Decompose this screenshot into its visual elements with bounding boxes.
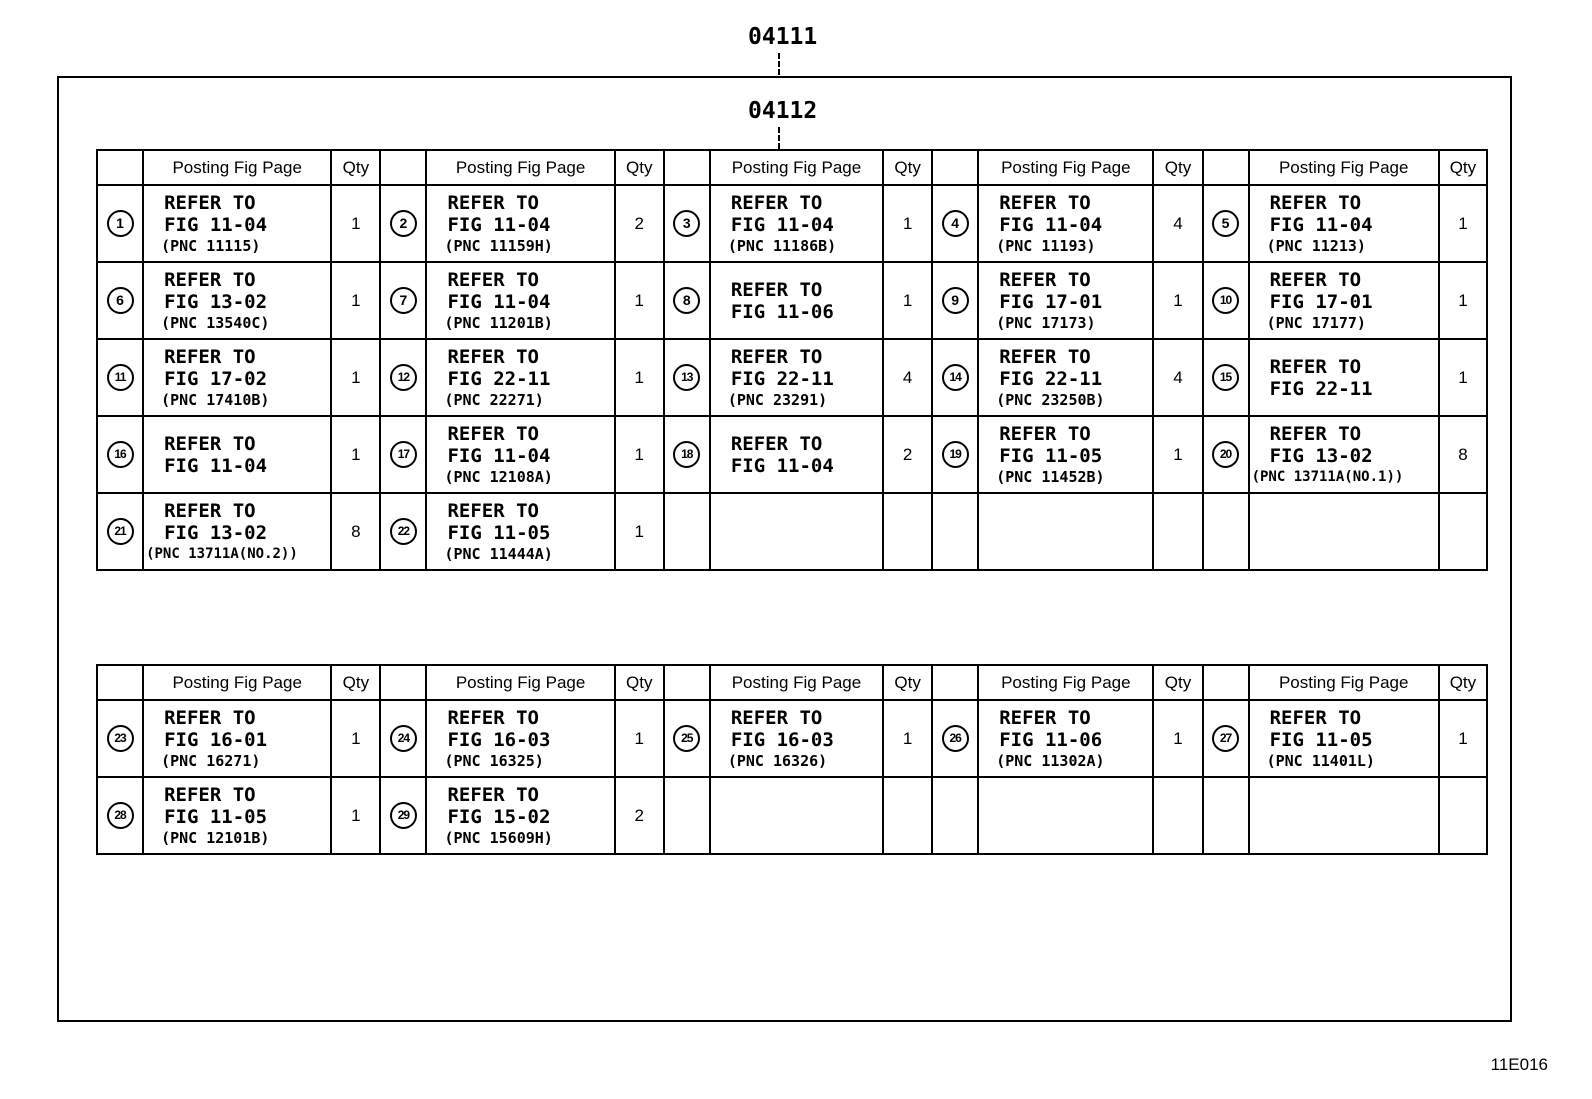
inner-leader-line — [778, 127, 780, 149]
item-number-cell — [932, 493, 978, 570]
posting-fig-page-cell — [1249, 262, 1439, 339]
posting-fig-page-cell — [978, 700, 1153, 777]
item-number-badge: 15 — [1212, 364, 1239, 391]
posting-fig-page-cell — [143, 700, 331, 777]
header-posting-fig-page: Posting Fig Page — [1249, 150, 1439, 185]
table-row — [97, 700, 1487, 777]
refer-to-text: REFER TO — [447, 191, 539, 214]
item-number-badge: 27 — [1212, 725, 1239, 752]
qty-cell: 1 — [331, 777, 380, 854]
pnc-reference: (PNC 23250B) — [996, 390, 1105, 409]
header-qty: Qty — [1153, 150, 1202, 185]
item-number-badge: 8 — [673, 287, 700, 314]
item-number-badge: 3 — [673, 210, 700, 237]
refer-to-text: REFER TO — [164, 268, 256, 291]
pnc-reference: (PNC 11452B) — [996, 467, 1105, 486]
posting-fig-page-cell — [978, 262, 1153, 339]
header-row — [97, 150, 1487, 185]
table-row — [97, 416, 1487, 493]
header-qty: Qty — [1439, 150, 1487, 185]
fig-reference: FIG 11-04 — [730, 454, 834, 477]
refer-to-text: REFER TO — [447, 422, 539, 445]
item-number-badge: 13 — [673, 364, 700, 391]
fig-reference: FIG 11-05 — [999, 444, 1103, 467]
item-number-cell — [1203, 493, 1249, 570]
qty-cell: 1 — [615, 493, 664, 570]
posting-fig-page-cell — [978, 339, 1153, 416]
header-posting-fig-page: Posting Fig Page — [710, 665, 883, 700]
posting-fig-page-cell — [710, 416, 883, 493]
refer-to-text: REFER TO — [447, 345, 539, 368]
refer-to-text: REFER TO — [447, 268, 539, 291]
item-number-cell — [932, 416, 978, 493]
posting-fig-page-cell — [978, 777, 1153, 854]
item-number-cell — [97, 339, 143, 416]
posting-fig-page-cell — [143, 416, 331, 493]
qty-cell: 1 — [1439, 700, 1487, 777]
item-number-badge: 29 — [390, 802, 417, 829]
posting-fig-page-cell — [143, 493, 331, 570]
pnc-reference: (PNC 16326) — [727, 751, 828, 770]
refer-to-text: REFER TO — [1269, 191, 1362, 214]
qty-cell: 4 — [1153, 185, 1202, 262]
item-number-badge: 7 — [390, 287, 417, 314]
pnc-reference: (PNC 22271) — [444, 390, 544, 409]
fig-reference: FIG 22-11 — [1269, 377, 1373, 400]
qty-cell: 1 — [883, 262, 932, 339]
header-qty: Qty — [331, 150, 380, 185]
pnc-reference: (PNC 15609H) — [444, 828, 553, 847]
posting-fig-page-cell — [710, 493, 883, 570]
item-number-cell — [97, 493, 143, 570]
fig-reference: FIG 15-02 — [447, 805, 551, 828]
item-number-cell — [664, 185, 710, 262]
qty-cell: 1 — [883, 700, 932, 777]
qty-cell: 1 — [331, 700, 380, 777]
header-blank — [1203, 665, 1249, 700]
fig-reference: FIG 11-05 — [1269, 728, 1373, 751]
item-number-cell — [1203, 339, 1249, 416]
header-blank — [1203, 150, 1249, 185]
item-number-badge: 6 — [107, 287, 134, 314]
posting-fig-page-cell — [710, 185, 883, 262]
fig-reference: FIG 11-06 — [999, 728, 1103, 751]
fig-reference: FIG 13-02 — [1269, 444, 1373, 467]
item-number-badge: 16 — [107, 441, 134, 468]
pnc-reference: (PNC 13711A(NO.1)) — [1251, 468, 1404, 485]
posting-fig-page-cell — [426, 777, 614, 854]
item-number-badge: 26 — [942, 725, 969, 752]
item-number-badge: 20 — [1212, 441, 1239, 468]
item-number-badge: 4 — [942, 210, 969, 237]
pnc-reference: (PNC 17410B) — [161, 390, 270, 409]
posting-fig-page-cell — [978, 185, 1153, 262]
table-row — [97, 493, 1487, 570]
pnc-reference: (PNC 17177) — [1266, 313, 1366, 332]
header-qty: Qty — [883, 665, 932, 700]
item-number-cell — [380, 185, 426, 262]
fig-reference: FIG 11-04 — [447, 290, 551, 313]
qty-cell — [883, 777, 932, 854]
refer-to-text: REFER TO — [164, 191, 256, 214]
reference-table-1 — [96, 149, 1488, 571]
qty-cell — [1153, 777, 1202, 854]
qty-cell: 1 — [615, 416, 664, 493]
pnc-reference: (PNC 16271) — [161, 751, 261, 770]
fig-reference: FIG 13-02 — [164, 290, 268, 313]
qty-cell — [1439, 777, 1487, 854]
pnc-reference: (PNC 11201B) — [444, 313, 553, 332]
item-number-badge: 21 — [107, 518, 134, 545]
header-blank — [932, 150, 978, 185]
header-blank — [380, 665, 426, 700]
header-blank — [97, 150, 143, 185]
qty-cell: 1 — [331, 262, 380, 339]
refer-to-text: REFER TO — [1269, 268, 1362, 291]
posting-fig-page-cell — [1249, 777, 1439, 854]
qty-cell: 1 — [615, 339, 664, 416]
item-number-cell — [380, 339, 426, 416]
qty-cell: 1 — [331, 185, 380, 262]
item-number-cell — [97, 777, 143, 854]
refer-to-text: REFER TO — [730, 706, 823, 729]
posting-fig-page-cell — [426, 185, 614, 262]
reference-table-2 — [96, 664, 1488, 855]
item-number-badge: 11 — [107, 364, 134, 391]
item-number-cell — [664, 262, 710, 339]
posting-fig-page-cell — [1249, 339, 1439, 416]
fig-reference: FIG 11-05 — [164, 805, 268, 828]
qty-cell: 1 — [1439, 185, 1487, 262]
fig-reference: FIG 11-04 — [164, 213, 268, 236]
fig-reference: FIG 11-05 — [447, 521, 551, 544]
qty-cell: 2 — [883, 416, 932, 493]
pnc-reference: (PNC 23291) — [727, 390, 828, 409]
item-number-cell — [97, 416, 143, 493]
qty-cell: 2 — [615, 777, 664, 854]
fig-reference: FIG 16-03 — [730, 728, 834, 751]
refer-to-text: REFER TO — [164, 499, 256, 522]
pnc-reference: (PNC 11401L) — [1266, 751, 1375, 770]
item-number-cell — [97, 700, 143, 777]
fig-reference: FIG 17-02 — [164, 367, 268, 390]
item-number-badge: 22 — [390, 518, 417, 545]
item-number-cell — [380, 777, 426, 854]
table-row — [97, 185, 1487, 262]
item-number-cell — [1203, 262, 1249, 339]
refer-to-text: REFER TO — [164, 706, 256, 729]
header-blank — [664, 150, 710, 185]
item-number-cell — [1203, 777, 1249, 854]
header-posting-fig-page: Posting Fig Page — [1249, 665, 1439, 700]
qty-cell: 4 — [883, 339, 932, 416]
item-number-cell — [664, 416, 710, 493]
header-blank — [380, 150, 426, 185]
pnc-reference: (PNC 12108A) — [444, 467, 553, 486]
table-row — [97, 339, 1487, 416]
qty-cell: 8 — [331, 493, 380, 570]
pnc-reference: (PNC 12101B) — [161, 828, 270, 847]
refer-to-text: REFER TO — [1269, 422, 1362, 445]
item-number-cell — [932, 339, 978, 416]
item-number-cell — [664, 493, 710, 570]
fig-reference: FIG 11-04 — [1269, 213, 1373, 236]
pnc-reference: (PNC 13711A(NO.2)) — [146, 545, 298, 562]
refer-to-text: REFER TO — [999, 268, 1091, 291]
qty-cell: 1 — [331, 416, 380, 493]
header-blank — [932, 665, 978, 700]
qty-cell: 1 — [1153, 700, 1202, 777]
item-number-cell — [380, 416, 426, 493]
posting-fig-page-cell — [710, 700, 883, 777]
item-number-cell — [380, 262, 426, 339]
header-qty: Qty — [331, 665, 380, 700]
fig-reference: FIG 11-04 — [999, 213, 1103, 236]
item-number-badge: 17 — [390, 441, 417, 468]
qty-cell — [1153, 493, 1202, 570]
fig-reference: FIG 17-01 — [1269, 290, 1373, 313]
qty-cell: 8 — [1439, 416, 1487, 493]
header-qty: Qty — [883, 150, 932, 185]
qty-cell: 1 — [615, 700, 664, 777]
refer-to-text: REFER TO — [447, 706, 539, 729]
pnc-reference: (PNC 11186B) — [727, 236, 837, 255]
header-posting-fig-page: Posting Fig Page — [710, 150, 883, 185]
fig-reference: FIG 11-04 — [730, 213, 834, 236]
qty-cell: 1 — [331, 339, 380, 416]
item-number-cell — [664, 777, 710, 854]
fig-reference: FIG 17-01 — [999, 290, 1103, 313]
item-number-cell — [664, 700, 710, 777]
posting-fig-page-cell — [426, 493, 614, 570]
item-number-cell — [380, 700, 426, 777]
refer-to-text: REFER TO — [164, 783, 256, 806]
posting-fig-page-cell — [426, 416, 614, 493]
top-assembly-label: 04111 — [748, 24, 818, 50]
item-number-badge: 1 — [107, 210, 134, 237]
item-number-badge: 19 — [942, 441, 969, 468]
header-posting-fig-page: Posting Fig Page — [426, 665, 614, 700]
refer-to-text: REFER TO — [1269, 355, 1362, 378]
posting-fig-page-cell — [710, 777, 883, 854]
posting-fig-page-cell — [426, 339, 614, 416]
header-blank — [664, 665, 710, 700]
posting-fig-page-cell — [710, 339, 883, 416]
pnc-reference: (PNC 11444A) — [444, 544, 553, 563]
inner-assembly-label: 04112 — [748, 98, 818, 124]
item-number-badge: 5 — [1212, 210, 1239, 237]
fig-reference: FIG 11-04 — [447, 213, 551, 236]
pnc-reference: (PNC 16325) — [444, 751, 544, 770]
item-number-cell — [97, 262, 143, 339]
fig-reference: FIG 11-04 — [164, 454, 268, 477]
posting-fig-page-cell — [1249, 416, 1439, 493]
pnc-reference: (PNC 11213) — [1266, 236, 1366, 255]
fig-reference: FIG 11-04 — [447, 444, 551, 467]
qty-cell: 1 — [1153, 262, 1202, 339]
qty-cell: 2 — [615, 185, 664, 262]
item-number-badge: 23 — [107, 725, 134, 752]
posting-fig-page-cell — [1249, 700, 1439, 777]
refer-to-text: REFER TO — [447, 499, 539, 522]
fig-reference: FIG 16-01 — [164, 728, 268, 751]
fig-reference: FIG 22-11 — [447, 367, 551, 390]
posting-fig-page-cell — [1249, 493, 1439, 570]
item-number-cell — [664, 339, 710, 416]
item-number-badge: 12 — [390, 364, 417, 391]
item-number-badge: 2 — [390, 210, 417, 237]
pnc-reference: (PNC 11302A) — [996, 751, 1105, 770]
refer-to-text: REFER TO — [730, 191, 823, 214]
posting-fig-page-cell — [978, 416, 1153, 493]
posting-fig-page-cell — [143, 185, 331, 262]
item-number-badge: 24 — [390, 725, 417, 752]
qty-cell: 4 — [1153, 339, 1202, 416]
qty-cell: 1 — [615, 262, 664, 339]
item-number-badge: 9 — [942, 287, 969, 314]
header-posting-fig-page: Posting Fig Page — [978, 150, 1153, 185]
refer-to-text: REFER TO — [999, 191, 1091, 214]
refer-to-text: REFER TO — [164, 432, 256, 455]
posting-fig-page-cell — [978, 493, 1153, 570]
fig-reference: FIG 13-02 — [164, 521, 268, 544]
item-number-cell — [1203, 185, 1249, 262]
fig-reference: FIG 16-03 — [447, 728, 551, 751]
header-qty: Qty — [615, 150, 664, 185]
header-posting-fig-page: Posting Fig Page — [978, 665, 1153, 700]
refer-to-text: REFER TO — [999, 422, 1091, 445]
header-qty: Qty — [1153, 665, 1202, 700]
posting-fig-page-cell — [1249, 185, 1439, 262]
item-number-cell — [932, 777, 978, 854]
table-row — [97, 262, 1487, 339]
table-row — [97, 777, 1487, 854]
item-number-cell — [97, 185, 143, 262]
pnc-reference: (PNC 11115) — [161, 236, 261, 255]
refer-to-text: REFER TO — [999, 706, 1091, 729]
item-number-cell — [380, 493, 426, 570]
item-number-badge: 18 — [673, 441, 700, 468]
header-qty: Qty — [1439, 665, 1487, 700]
refer-to-text: REFER TO — [1269, 706, 1362, 729]
item-number-cell — [1203, 416, 1249, 493]
top-leader-line — [778, 53, 780, 75]
item-number-badge: 14 — [942, 364, 969, 391]
fig-reference: FIG 11-06 — [730, 300, 834, 323]
item-number-cell — [932, 700, 978, 777]
posting-fig-page-cell — [143, 262, 331, 339]
refer-to-text: REFER TO — [164, 345, 256, 368]
qty-cell — [883, 493, 932, 570]
fig-reference: FIG 22-11 — [999, 367, 1103, 390]
header-qty: Qty — [615, 665, 664, 700]
qty-cell: 1 — [1153, 416, 1202, 493]
pnc-reference: (PNC 13540C) — [161, 313, 270, 332]
header-posting-fig-page: Posting Fig Page — [143, 665, 331, 700]
item-number-badge: 28 — [107, 802, 134, 829]
item-number-badge: 25 — [673, 725, 700, 752]
header-posting-fig-page: Posting Fig Page — [143, 150, 331, 185]
posting-fig-page-cell — [143, 777, 331, 854]
header-blank — [97, 665, 143, 700]
refer-to-text: REFER TO — [730, 432, 823, 455]
posting-fig-page-cell — [143, 339, 331, 416]
refer-to-text: REFER TO — [999, 345, 1091, 368]
qty-cell: 1 — [883, 185, 932, 262]
posting-fig-page-cell — [426, 262, 614, 339]
qty-cell: 1 — [1439, 262, 1487, 339]
pnc-reference: (PNC 17173) — [996, 313, 1096, 332]
refer-to-text: REFER TO — [730, 345, 823, 368]
item-number-badge: 10 — [1212, 287, 1239, 314]
pnc-reference: (PNC 11193) — [996, 236, 1096, 255]
header-row — [97, 665, 1487, 700]
qty-cell: 1 — [1439, 339, 1487, 416]
figure-code: 11E016 — [1490, 1055, 1548, 1074]
fig-reference: FIG 22-11 — [730, 367, 834, 390]
pnc-reference: (PNC 11159H) — [444, 236, 553, 255]
item-number-cell — [932, 185, 978, 262]
qty-cell — [1439, 493, 1487, 570]
refer-to-text: REFER TO — [730, 278, 823, 301]
item-number-cell — [932, 262, 978, 339]
item-number-cell — [1203, 700, 1249, 777]
posting-fig-page-cell — [710, 262, 883, 339]
refer-to-text: REFER TO — [447, 783, 539, 806]
header-posting-fig-page: Posting Fig Page — [426, 150, 614, 185]
posting-fig-page-cell — [426, 700, 614, 777]
